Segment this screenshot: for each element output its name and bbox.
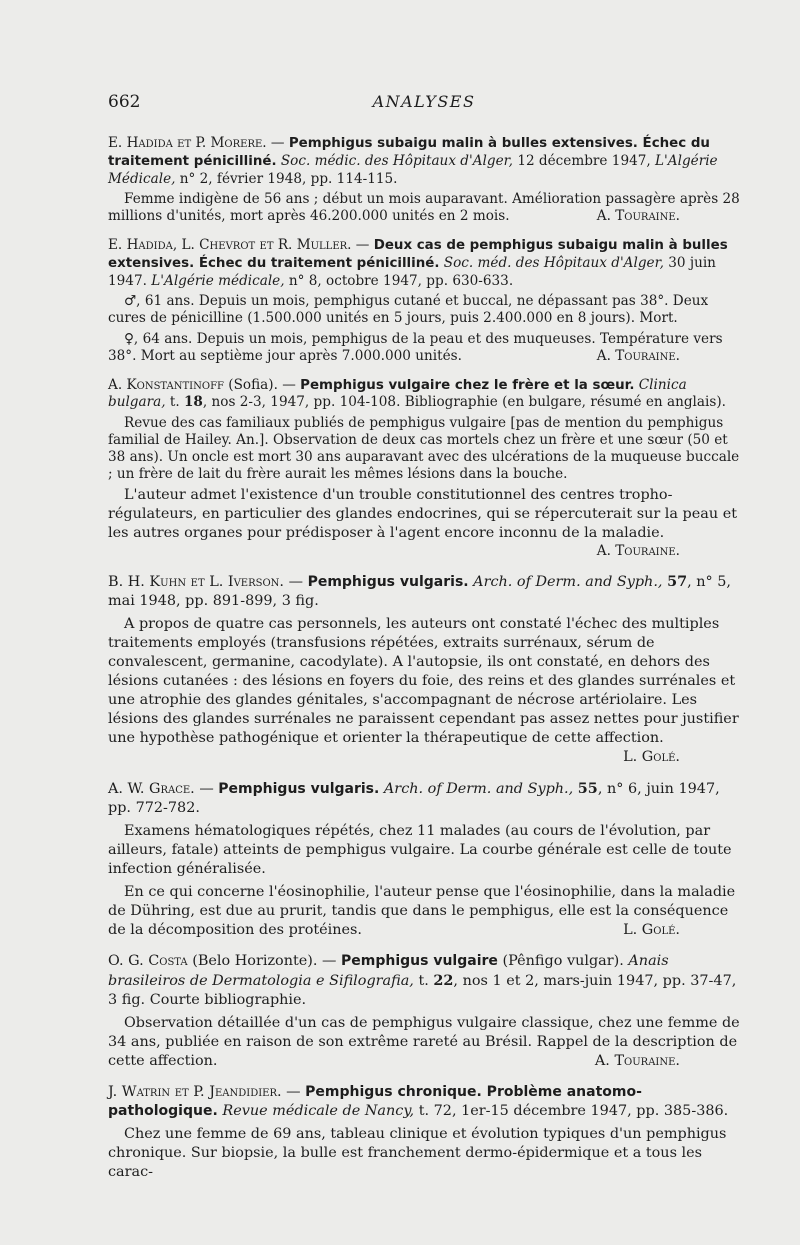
reference	[108, 952, 740, 1010]
reference-extra: (Pênfigo vulgar).	[497, 953, 624, 970]
page-header	[108, 88, 740, 116]
reference-authors: E. Hadida et P. Morere.	[108, 135, 267, 151]
reference-details-pre: t.	[169, 394, 184, 411]
reference-place: (Sofia).	[223, 376, 278, 393]
running-head: ANALYSES	[372, 92, 476, 111]
article-title: Pemphigus vulgaris.	[307, 574, 469, 591]
volume-number: 55	[577, 780, 598, 798]
reference-details-2: n° 8, octobre 1947, pp. 630-633.	[288, 272, 514, 289]
reference	[108, 135, 740, 187]
reference	[108, 779, 740, 818]
article-title: Pemphigus chronique. Problème anatomo-pathologique.	[108, 1084, 642, 1120]
article-title: Pemphigus vulgaire	[341, 953, 498, 970]
reference-details: , nos 1 et 2, mars-juin 1947, pp. 37-47, 3 fig. Courte bibliographie.	[108, 973, 737, 1009]
reviewer-signature: L. Golé.	[623, 922, 680, 939]
article-title: Pemphigus vulgaire chez le frère et la sœur.	[300, 377, 635, 393]
abstract-paragraph: ♀, 64 ans. Depuis un mois, pemphigus de la peau et des muqueuses. Température vers 38°. Mort au septième jour après 7.000.000 unités. A. Touraine.	[108, 331, 740, 365]
reference-authors: E. Hadida, L. Chevrot et R. Muller.	[108, 236, 352, 253]
reference-details: 30 juin 1947.	[108, 254, 716, 289]
abstract-entry	[108, 237, 740, 365]
article-title: Deux cas de pemphigus subaigu malin à bulles extensives. Échec du traitement pénicilliné.	[108, 237, 728, 271]
abstract-entry	[108, 572, 740, 767]
journal-name: Arch. of Derm. and Syph.,	[468, 574, 668, 591]
reference-place: (Belo Horizonte).	[187, 953, 318, 970]
abstract-entry	[108, 779, 740, 940]
reference-details: , n° 6, juin 1947, pp. 772-782.	[108, 781, 720, 817]
journal-name-2: L'Algérie Médicale,	[108, 152, 718, 187]
abstracts-content	[108, 135, 740, 1194]
reference-dash: —	[194, 781, 219, 798]
reference-details-pre: t.	[418, 973, 434, 990]
reference	[108, 237, 740, 289]
abstract-entry	[108, 377, 740, 561]
article-title: Pemphigus subaigu malin à bulles extensives. Échec du traitement pénicilliné.	[108, 136, 710, 169]
reference-dash: —	[351, 236, 374, 253]
reference	[108, 572, 740, 611]
journal-name: Arch. of Derm. and Syph.,	[379, 781, 578, 798]
reviewer-signature: A. Touraine.	[596, 347, 680, 364]
reference-details: , nos 2-3, 1947, pp. 104-108. Bibliographie (en bulgare, résumé en anglais).	[202, 394, 726, 411]
reference-details: , n° 5, mai 1948, pp. 891-899, 3 fig.	[108, 574, 732, 610]
journal-name-2: L'Algérie médicale,	[151, 272, 289, 289]
reference-authors: O. G. Costa	[108, 953, 188, 970]
reference-authors: A. Konstantinoff	[108, 376, 224, 393]
abstract-paragraph: L'auteur admet l'existence d'un trouble constitutionnel des centres tropho-régulateurs, en particulier des glandes endocrines, qui se répercuterait sur la peau et les autres organes pour prédisposer à l'agent encore inconnu de la maladie.	[108, 487, 738, 542]
reviewer-signature: L. Golé.	[623, 749, 680, 766]
reviewer-signature: A. Touraine.	[596, 543, 680, 560]
reference	[108, 1083, 740, 1121]
volume-number: 22	[433, 972, 454, 990]
abstract-entry	[108, 1083, 740, 1182]
reference-dash: —	[266, 135, 289, 151]
reference-authors: A. W. Grace.	[108, 781, 195, 798]
journal-name: Soc. méd. des Hôpitaux d'Alger,	[439, 254, 669, 271]
reference-dash: —	[277, 376, 301, 393]
page-number: 662	[108, 92, 141, 112]
article-title: Pemphigus vulgaris.	[218, 781, 380, 798]
reference-details: t. 72, 1er-15 décembre 1947, pp. 385-386.	[418, 1103, 729, 1120]
reference-dash: —	[281, 1084, 306, 1101]
reviewer-signature: A. Touraine.	[594, 1053, 680, 1070]
journal-name: Clinica bulgara,	[108, 376, 687, 411]
abstract-paragraph: Femme indigène de 56 ans ; début un mois auparavant. Amélioration passagère après 28 millions d'unités, mort après 46.200.000 unités en 2 mois. A. Touraine.	[108, 191, 740, 225]
reviewer-signature: A. Touraine.	[596, 208, 680, 225]
abstract-entry	[108, 952, 740, 1071]
journal-name: Revue médicale de Nancy,	[217, 1103, 419, 1120]
abstract-paragraph: Revue des cas familiaux publiés de pemphigus vulgaire [pas de mention du pemphigus familial de Hailey. An.]. Observation de deux cas mortels chez un frère et une sœur (50 et 38 ans). Un oncle est mort 30 ans auparavant avec des ulcérations de la muqueuse buccale ; un frère de lait du frère aurait les mêmes lésions dans la bouche.	[108, 415, 740, 482]
reference-details: 12 décembre 1947,	[517, 152, 656, 169]
reference	[108, 377, 740, 412]
volume-number: 18	[183, 394, 203, 411]
volume-number: 57	[667, 573, 688, 591]
reference-dash: —	[317, 953, 342, 970]
abstract-entry	[108, 135, 740, 225]
abstract-paragraph: A propos de quatre cas personnels, les auteurs ont constaté l'échec des multiples traitements employés (transfusions répétées, extraits surrénaux, sérum de convalescent, germanine, cacodylate). A l'autopsie, ils ont constaté, en dehors des lésions cutanées : des lésions en foyers du foie, des reins et des glandes surrénales et une atrophie des glandes génitales, s'accompagnant de nécrose artériolaire. Les lésions des glandes surrénales ne paraissent cependant pas assez nettes pour justifier une hypothèse pathogénique et orienter la thérapeutique de cette affection.	[108, 616, 739, 747]
reference-details-2: n° 2, février 1948, pp. 114-115.	[179, 170, 398, 187]
journal-name: Anais brasileiros de Dermatologia e Sifilografia,	[108, 953, 669, 990]
reference-dash: —	[284, 574, 308, 591]
abstract-paragraph: Chez une femme de 69 ans, tableau clinique et évolution typiques d'un pemphigus chronique. Sur biopsie, la bulle est franchement dermo-épidermique et a tous les carac-	[108, 1126, 727, 1181]
reference-authors: J. Watrin et P. Jeandidier.	[108, 1084, 282, 1101]
journal-name: Soc. médic. des Hôpitaux d'Alger,	[276, 152, 518, 169]
abstract-paragraph: En ce qui concerne l'éosinophilie, l'auteur pense que l'éosinophilie, dans la maladie de Dühring, est due au prurit, tandis que dans le pemphigus, elle est la conséquence de la décomposition des protéines. L. Golé.	[108, 883, 740, 940]
abstract-paragraph: Observation détaillée d'un cas de pemphigus vulgaire classique, chez une femme de 34 ans, publiée en raison de son extrême rareté au Brésil. Rappel de la description de cette affection. A. Touraine.	[108, 1015, 740, 1070]
abstract-paragraph: Examens hématologiques répétés, chez 11 malades (au cours de l'évolution, par ailleurs, fatale) atteints de pemphigus vulgaire. La courbe générale est celle de toute infection généralisée.	[108, 823, 732, 878]
abstract-paragraph: ♂, 61 ans. Depuis un mois, pemphigus cutané et buccal, ne dépassant pas 38°. Deux cures de pénicilline (1.500.000 unités en 5 jours, puis 2.400.000 en 8 jours). Mort.	[108, 293, 709, 327]
reference-authors: B. H. Kuhn et L. Iverson.	[108, 574, 285, 591]
